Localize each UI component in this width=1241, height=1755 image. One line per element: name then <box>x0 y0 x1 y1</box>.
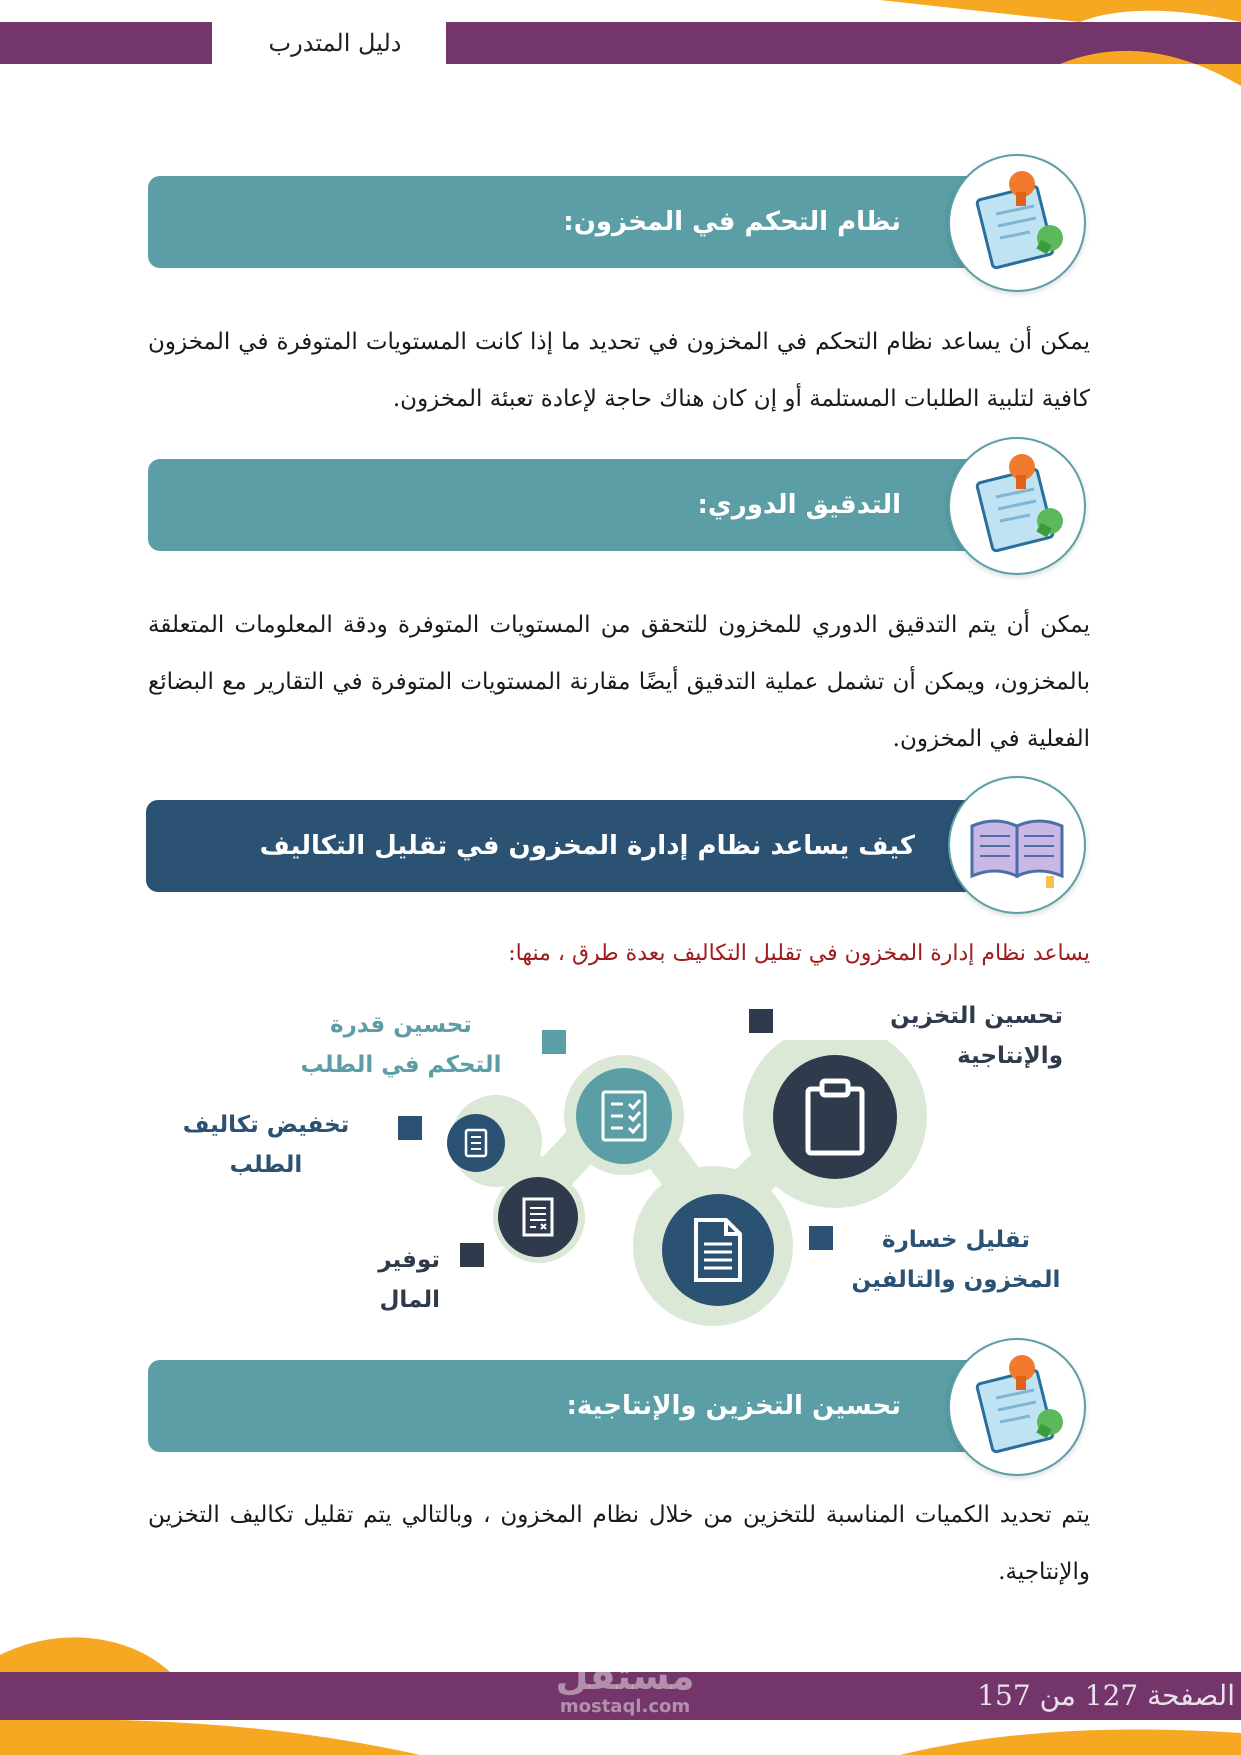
receipt-icon <box>498 1177 578 1257</box>
document-icon <box>662 1194 774 1306</box>
watermark-logo: مستقل <box>555 1654 695 1698</box>
section-intro-cost-reduction: يساعد نظام إدارة المخزون في تقليل التكاليف بعدة طرق ، منها: <box>508 941 1090 966</box>
page-number: الصفحة 127 من 157 <box>977 1679 1235 1712</box>
small-document-icon <box>447 1114 505 1172</box>
header-wave-decoration <box>880 0 1241 90</box>
pinned-note-icon <box>948 154 1086 292</box>
bullet-square <box>460 1243 484 1267</box>
label-reduce-order-costs: تخفيض تكاليف الطلب <box>182 1112 350 1178</box>
section-title-storage-productivity: تحسين التخزين والإنتاجية: <box>566 1391 901 1421</box>
bullet-square <box>398 1116 422 1140</box>
watermark <box>545 1655 705 1717</box>
open-book-icon <box>948 776 1086 914</box>
bullet-square <box>542 1030 566 1054</box>
label-save-money: توفير المال <box>378 1247 440 1313</box>
section-body-periodic-audit: يمكن أن يتم التدقيق الدوري للمخزون للتحقق من المستويات المتوفرة ودقة المعلومات المتعلقة بالمخزون، ويمكن أن تشمل عملية التدقيق أيضًا مقارنة المستويات المتوفرة في التقارير مع البضائع الفعلية في المخزون. <box>148 612 1090 752</box>
section-body-storage-productivity: يتم تحديد الكميات المناسبة للتخزين من خلال نظام المخزون ، وبالتالي يتم تقليل تكاليف التخزين والإنتاجية. <box>148 1502 1090 1585</box>
header-bar-left <box>0 22 212 64</box>
watermark-url: mostaql.com <box>559 1696 691 1717</box>
section-title-periodic-audit: التدقيق الدوري: <box>697 490 901 520</box>
checklist-icon <box>576 1068 672 1164</box>
header-title: دليل المتدرب <box>268 29 402 57</box>
label-reduce-inventory-loss: تقليل خسارة المخزون والتالفين <box>851 1227 1061 1293</box>
label-improve-order-control: تحسين قدرة التحكم في الطلب <box>300 1012 502 1078</box>
label-improve-storage: تحسين التخزين والإنتاجية <box>890 1003 1063 1069</box>
section-title-cost-reduction: كيف يساعد نظام إدارة المخزون في تقليل التكاليف <box>259 831 915 861</box>
section-body-inventory-control: يمكن أن يساعد نظام التحكم في المخزون في تحديد ما إذا كانت المستويات المتوفرة في المخزون كافية لتلبية الطلبات المستلمة أو إن كان هناك حاجة لإعادة تعبئة المخزون. <box>148 329 1090 412</box>
section-title-inventory-control: نظام التحكم في المخزون: <box>563 207 901 237</box>
bullet-square <box>749 1009 773 1033</box>
bullet-square <box>809 1226 833 1250</box>
pinned-note-icon <box>948 437 1086 575</box>
pinned-note-icon <box>948 1338 1086 1476</box>
